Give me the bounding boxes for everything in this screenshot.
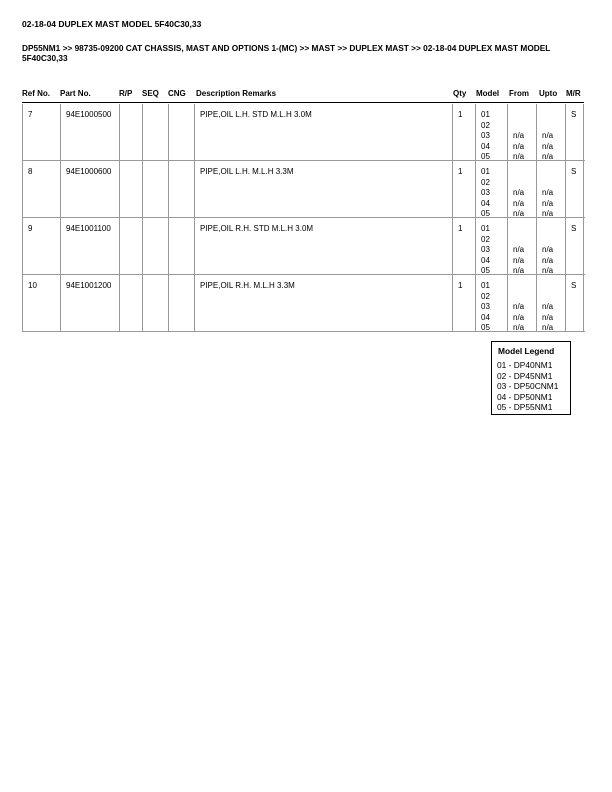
upto-value: n/a xyxy=(542,131,554,141)
cell-seq xyxy=(143,161,169,217)
from-value: n/a xyxy=(513,198,525,208)
legend-item: 04 - DP50NM1 xyxy=(497,391,553,402)
cell-desc xyxy=(195,275,453,331)
from-value: n/a xyxy=(513,188,525,198)
upto-value: n/a xyxy=(542,209,554,219)
model-value: 04 xyxy=(481,255,490,265)
upto-value xyxy=(542,281,553,292)
cell-rp xyxy=(120,161,143,217)
cell-part xyxy=(61,275,120,331)
from-value: n/a xyxy=(513,323,525,333)
from-value xyxy=(513,167,524,178)
col-header-rp: R/P xyxy=(119,89,133,98)
cell-ref xyxy=(23,218,61,274)
cell-part xyxy=(61,104,120,160)
cell-seq xyxy=(143,218,169,274)
ref-value: 9 xyxy=(28,224,33,233)
breadcrumb-line: 5F40C30,33 xyxy=(22,53,68,63)
cell-seq xyxy=(143,104,169,160)
from-value: n/a xyxy=(513,245,525,255)
table-row xyxy=(22,104,585,161)
from-list xyxy=(513,110,524,163)
cell-model xyxy=(476,161,508,217)
upto-value: n/a xyxy=(542,312,554,322)
col-header-cng: CNG xyxy=(168,89,186,98)
ref-value: 7 xyxy=(28,110,33,119)
upto-value xyxy=(542,224,553,235)
from-value: n/a xyxy=(513,302,525,312)
from-list xyxy=(513,167,524,220)
desc-value: PIPE,OIL R.H. M.L.H 3.3M xyxy=(200,281,295,290)
upto-value xyxy=(542,121,553,132)
cell-from xyxy=(508,275,537,331)
from-value xyxy=(513,178,524,189)
upto-value xyxy=(542,178,553,189)
cell-model xyxy=(476,218,508,274)
mr-value: S xyxy=(571,281,577,290)
table-row xyxy=(22,161,585,218)
part-value: 94E1001100 xyxy=(66,224,111,233)
model-value: 03 xyxy=(481,302,490,312)
part-value: 94E1000600 xyxy=(66,167,112,176)
table-row xyxy=(22,218,585,275)
upto-value: n/a xyxy=(542,198,554,208)
model-value: 01 xyxy=(481,110,490,119)
upto-value xyxy=(542,167,553,178)
from-value xyxy=(513,121,524,132)
upto-value: n/a xyxy=(542,152,554,162)
upto-value: n/a xyxy=(542,302,554,312)
desc-value: PIPE,OIL L.H. STD M.L.H 3.0M xyxy=(200,110,312,119)
cell-cng xyxy=(169,218,195,274)
model-value: 01 xyxy=(481,167,490,176)
from-value xyxy=(513,292,524,303)
cell-cng xyxy=(169,104,195,160)
cell-ref xyxy=(23,104,61,160)
cell-from xyxy=(508,161,537,217)
upto-list xyxy=(542,281,553,334)
from-value: n/a xyxy=(513,312,525,322)
cell-upto xyxy=(537,104,566,160)
model-value: 02 xyxy=(481,177,490,187)
upto-list xyxy=(542,167,553,220)
col-header-model: Model xyxy=(476,89,500,98)
cell-upto xyxy=(537,218,566,274)
legend-items xyxy=(497,360,558,413)
cell-upto xyxy=(537,161,566,217)
upto-value: n/a xyxy=(542,141,554,151)
cell-ref xyxy=(23,275,61,331)
model-value: 01 xyxy=(481,281,490,290)
qty-value: 1 xyxy=(458,110,463,119)
cell-model xyxy=(476,104,508,160)
upto-value: n/a xyxy=(542,188,554,198)
from-value: n/a xyxy=(513,152,525,162)
desc-value: PIPE,OIL R.H. STD M.L.H 3.0M xyxy=(200,224,314,233)
from-value xyxy=(513,224,524,235)
cell-part xyxy=(61,218,120,274)
legend-item: 03 - DP50CNM1 xyxy=(497,381,559,392)
model-list xyxy=(481,167,490,220)
legend-item: 02 - DP45NM1 xyxy=(497,370,553,381)
cell-desc xyxy=(195,161,453,217)
model-value: 05 xyxy=(481,209,490,219)
part-value: 94E1000500 xyxy=(66,110,112,119)
cell-desc xyxy=(195,218,453,274)
model-value: 05 xyxy=(481,152,490,162)
model-value: 05 xyxy=(481,323,490,333)
cell-from xyxy=(508,218,537,274)
model-value: 03 xyxy=(481,131,490,141)
model-value: 01 xyxy=(481,224,490,233)
desc-value: PIPE,OIL L.H. M.L.H 3.3M xyxy=(200,167,294,176)
legend-item: 01 - DP40NM1 xyxy=(497,360,553,370)
model-value: 05 xyxy=(481,266,490,276)
cell-model xyxy=(476,275,508,331)
cell-ref xyxy=(23,161,61,217)
cell-upto xyxy=(537,275,566,331)
legend-title: Model Legend xyxy=(498,346,555,356)
col-header-upto: Upto xyxy=(539,89,558,98)
cell-part xyxy=(61,161,120,217)
upto-list xyxy=(542,110,553,163)
model-value: 04 xyxy=(481,198,490,208)
model-value: 03 xyxy=(481,188,490,198)
from-value: n/a xyxy=(513,131,525,141)
col-header-mr: M/R xyxy=(566,89,581,98)
cell-qty xyxy=(453,275,476,331)
cell-qty xyxy=(453,161,476,217)
upto-value: n/a xyxy=(542,245,554,255)
breadcrumb-line: DP55NM1 >> 98735-09200 CAT CHASSIS, MAST AND OPTIONS 1-(MC) >> MAST >> DUPLEX MAST >> 02-18-04 DUPLEX MAST MODEL xyxy=(22,43,551,53)
cell-cng xyxy=(169,275,195,331)
from-value: n/a xyxy=(513,266,525,276)
cell-from xyxy=(508,104,537,160)
page-title: 02-18-04 DUPLEX MAST MODEL 5F40C30,33 xyxy=(22,19,202,29)
from-value xyxy=(513,281,524,292)
cell-qty xyxy=(453,218,476,274)
from-value: n/a xyxy=(513,209,525,219)
table-row xyxy=(22,275,585,332)
upto-list xyxy=(542,224,553,277)
col-header-qty: Qty xyxy=(453,89,467,98)
qty-value: 1 xyxy=(458,224,463,233)
upto-value: n/a xyxy=(542,323,554,333)
from-value: n/a xyxy=(513,141,525,151)
upto-value: n/a xyxy=(542,266,554,276)
from-value: n/a xyxy=(513,255,525,265)
ref-value: 10 xyxy=(28,281,37,290)
mr-value: S xyxy=(571,167,577,176)
part-value: 94E1001200 xyxy=(66,281,112,290)
cell-seq xyxy=(143,275,169,331)
cell-desc xyxy=(195,104,453,160)
col-header-ref-no: Ref No. xyxy=(22,89,50,98)
cell-rp xyxy=(120,218,143,274)
model-value: 02 xyxy=(481,291,490,301)
header-divider xyxy=(22,102,584,103)
qty-value: 1 xyxy=(458,167,463,176)
cell-cng xyxy=(169,161,195,217)
model-list xyxy=(481,224,490,277)
legend-item: 05 - DP55NM1 xyxy=(497,402,553,413)
upto-value: n/a xyxy=(542,255,554,265)
upto-value xyxy=(542,235,553,246)
col-header-seq: SEQ xyxy=(142,89,159,98)
breadcrumb xyxy=(22,43,597,63)
col-header-from: From xyxy=(509,89,529,98)
col-header-description: Description Remarks xyxy=(196,89,277,98)
model-list xyxy=(481,110,490,163)
cell-rp xyxy=(120,275,143,331)
cell-mr xyxy=(566,161,584,217)
from-list xyxy=(513,224,524,277)
model-value: 03 xyxy=(481,245,490,255)
model-value: 02 xyxy=(481,234,490,244)
from-list xyxy=(513,281,524,334)
from-value xyxy=(513,235,524,246)
cell-rp xyxy=(120,104,143,160)
cell-qty xyxy=(453,104,476,160)
model-list xyxy=(481,281,490,334)
from-value xyxy=(513,110,524,121)
upto-value xyxy=(542,110,553,121)
model-value: 04 xyxy=(481,312,490,322)
upto-value xyxy=(542,292,553,303)
cell-mr xyxy=(566,218,584,274)
qty-value: 1 xyxy=(458,281,463,290)
model-legend xyxy=(491,341,571,415)
mr-value: S xyxy=(571,110,577,119)
mr-value: S xyxy=(571,224,577,233)
cell-mr xyxy=(566,104,584,160)
model-value: 04 xyxy=(481,141,490,151)
cell-mr xyxy=(566,275,584,331)
ref-value: 8 xyxy=(28,167,33,176)
col-header-part-no: Part No. xyxy=(60,89,91,98)
model-value: 02 xyxy=(481,120,490,130)
